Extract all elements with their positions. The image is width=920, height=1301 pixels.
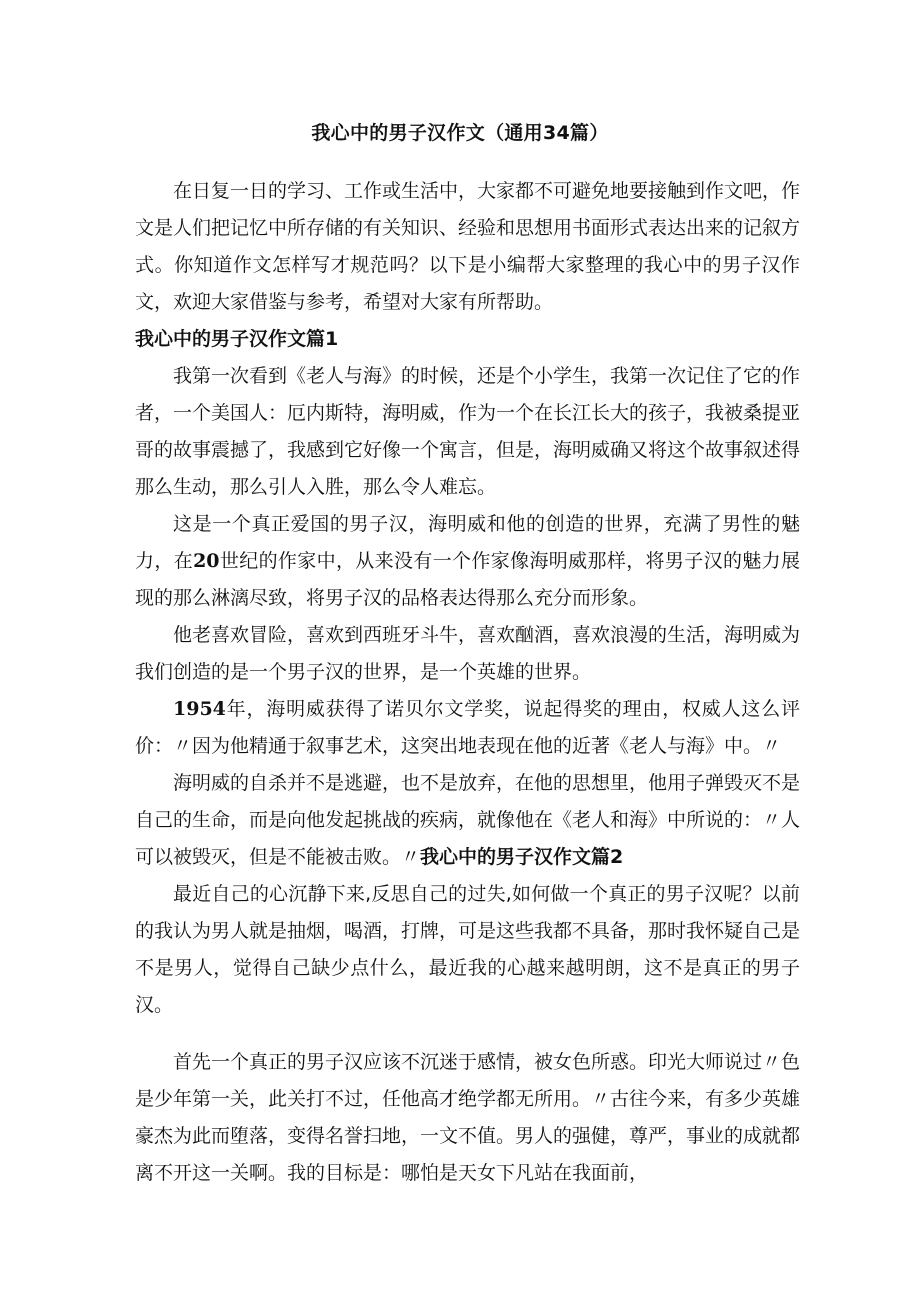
century-number: 20 — [193, 550, 220, 572]
document-body — [135, 173, 800, 1192]
section1-paragraph-2 — [135, 506, 800, 617]
year-number: 1954 — [173, 698, 226, 720]
section1-paragraph-2-text-b: 世纪的作家中，从来没有一个作家像海明威那样，将男子汉的魅力展现的那么淋漓尽致，将男子汉的品格表达得那么充分而形象。 — [135, 550, 800, 609]
section1-paragraph-2-text-a: 这是一个真正爱国的男子汉，海明威和他的创造的世界，充满了男性的魅力，在 — [135, 513, 800, 572]
section1-paragraph-4-text: 年，海明威获得了诺贝尔文学奖，说起得奖的理由，权威人这么评价：〃因为他精通于叙事艺术，这突出地表现在他的近著《老人与海》中。〃 — [135, 698, 800, 757]
intro-paragraph: 在日复一日的学习、工作或生活中，大家都不可避免地要接触到作文吧，作文是人们把记忆中所存储的有关知识、经验和思想用书面形式表达出来的记叙方式。你知道作文怎样写才规范吗？以下是小编帮大家整理的我心中的男子汉作文，欢迎大家借鉴与参考，希望对大家有所帮助。 — [135, 180, 801, 313]
section-heading-2: 我心中的男子汉作文篇2 — [420, 846, 624, 868]
section2-paragraph-2: 首先一个真正的男子汉应该不沉迷于感情，被女色所惑。印光大师说过〃色是少年第一关，此关打不过，任他高才绝学都无所用。〃古往今来，有多少英雄豪杰为此而堕落，变得名誉扫地，一文不值。男人的强健，尊严，事业的成就都离不开这一关啊。我的目标是：哪怕是天女下凡站在我面前， — [135, 1051, 801, 1184]
section1-paragraph-4 — [135, 691, 800, 765]
section1-paragraph-1: 我第一次看到《老人与海》的时候，还是个小学生，我第一次记住了它的作者，一个美国人：厄内斯特，海明威，作为一个在长江长大的孩子，我被桑提亚哥的故事震撼了，我感到它好像一个寓言，但是，海明威确又将这个故事叙述得那么生动，那么引人入胜，那么令人难忘。 — [135, 365, 801, 498]
section1-paragraph-3: 他老喜欢冒险，喜欢到西班牙斗牛，喜欢酗酒，喜欢浪漫的生活，海明威为我们创造的是一个男子汉的世界，是一个英雄的世界。 — [135, 624, 801, 683]
document-title: 我心中的男子汉作文（通用34篇） — [311, 122, 609, 144]
section2-paragraph-1: 最近自己的心沉静下来,反思自己的过失,如何做一个真正的男子汉呢？以前的我认为男人就是抽烟，喝酒，打牌，可是这些我都不具备，那时我怀疑自己是不是男人，觉得自己缺少点什么，最近我的心越来越明朗，这不是真正的男子汉。 — [135, 883, 801, 1016]
section-heading-1: 我心中的男子汉作文篇1 — [135, 328, 339, 350]
section1-paragraph-5-text: 海明威的自杀并不是逃避，也不是放弃，在他的思想里，他用子弹毁灭不是自己的生命，而是向他发起挑战的疾病，就像他在《老人和海》中所说的：〃人可以被毁灭，但是不能被击败。〃 — [135, 772, 801, 868]
section1-paragraph-5 — [135, 765, 800, 876]
